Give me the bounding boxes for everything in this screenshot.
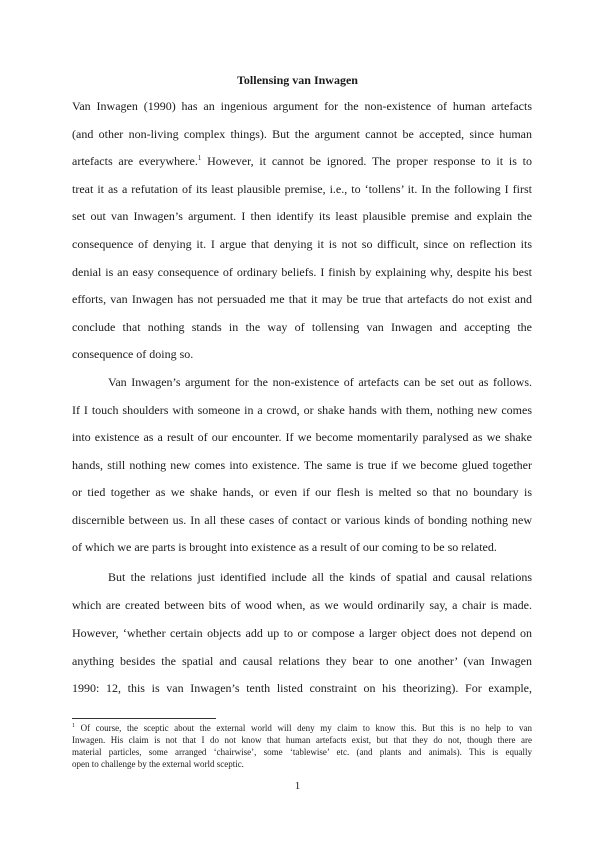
text-line: of which we are parts is brought into existence as a result of our coming to be so related. <box>72 540 497 554</box>
footnote-marker[interactable]: 1 <box>197 154 202 162</box>
text-line: treat it as a refutation of its least plausible premise, i.e., to ‘tollens’ it. In the following I first <box>72 182 532 196</box>
text-line: 1990: 12, this is van Inwagen’s tenth listed constraint on his theorizing). For example, <box>72 681 532 695</box>
text-line: Van Inwagen (1990) has an ingenious argument for the non-existence of human artefacts <box>72 99 532 113</box>
text-line: consequence of doing so. <box>72 347 194 361</box>
footnote-line: open to challenge by the external world sceptic. <box>72 759 244 769</box>
text-line: which are created between bits of wood when, as we would ordinarily say, a chair is made. <box>72 598 532 612</box>
footnote-divider <box>72 718 216 719</box>
text-line <box>72 154 532 168</box>
footnote-line <box>72 723 532 734</box>
text-line: (and other non-living complex things). But the argument cannot be accepted, since human <box>72 127 532 141</box>
text-line: into existence as a result of our encounter. If we become momentarily paralysed as we shake <box>72 430 532 444</box>
footnote-number: 1 <box>72 723 75 729</box>
text-span: However, it cannot be ignored. The proper response to it is to <box>201 154 532 168</box>
text-line: However, ‘whether certain objects add up to or compose a larger object does not depend on <box>72 626 532 640</box>
text-line: efforts, van Inwagen has not persuaded me that it may be true that artefacts do not exist and <box>72 292 532 306</box>
text-span: Of course, the sceptic about the external world will deny my claim to know this. But this is no help to van <box>75 723 532 733</box>
text-line: discernible between us. In all these cases of contact or various kinds of bonding nothing new <box>72 513 532 527</box>
text-line: Van Inwagen’s argument for the non-existence of artefacts can be set out as follows. <box>108 375 532 389</box>
text-line: or tied together as we shake hands, or even if our flesh is melted so that no boundary is <box>72 485 532 499</box>
paper-title: Tollensing van Inwagen <box>237 73 358 87</box>
text-span: artefacts are everywhere. <box>72 154 198 168</box>
page-number: 1 <box>294 780 301 792</box>
footnote-line: Inwagen. His claim is not that I do not know that human artefacts exist, but that they do not, though there are <box>72 735 532 745</box>
footnote-line: material particles, some arranged ‘chairwise’, some ‘tablewise’ etc. (and plants and animals). This is equally <box>72 747 532 757</box>
text-line: But the relations just identified include all the kinds of spatial and causal relations <box>108 570 532 584</box>
text-line: denial is an easy consequence of ordinary beliefs. I finish by explaining why, despite his best <box>72 265 532 279</box>
text-line: anything besides the spatial and causal relations they bear to one another’ (van Inwagen <box>72 654 532 668</box>
text-line: hands, still nothing new comes into existence. The same is true if we become glued together <box>72 458 532 472</box>
text-line: consequence of denying it. I argue that denying it is not so difficult, since on reflection its <box>72 237 532 251</box>
text-line: If I touch shoulders with someone in a crowd, or shake hands with them, nothing new comes <box>72 403 532 417</box>
text-line: set out van Inwagen’s argument. I then identify its least plausible premise and explain the <box>72 209 532 223</box>
text-line: conclude that nothing stands in the way of tollensing van Inwagen and accepting the <box>72 320 532 334</box>
